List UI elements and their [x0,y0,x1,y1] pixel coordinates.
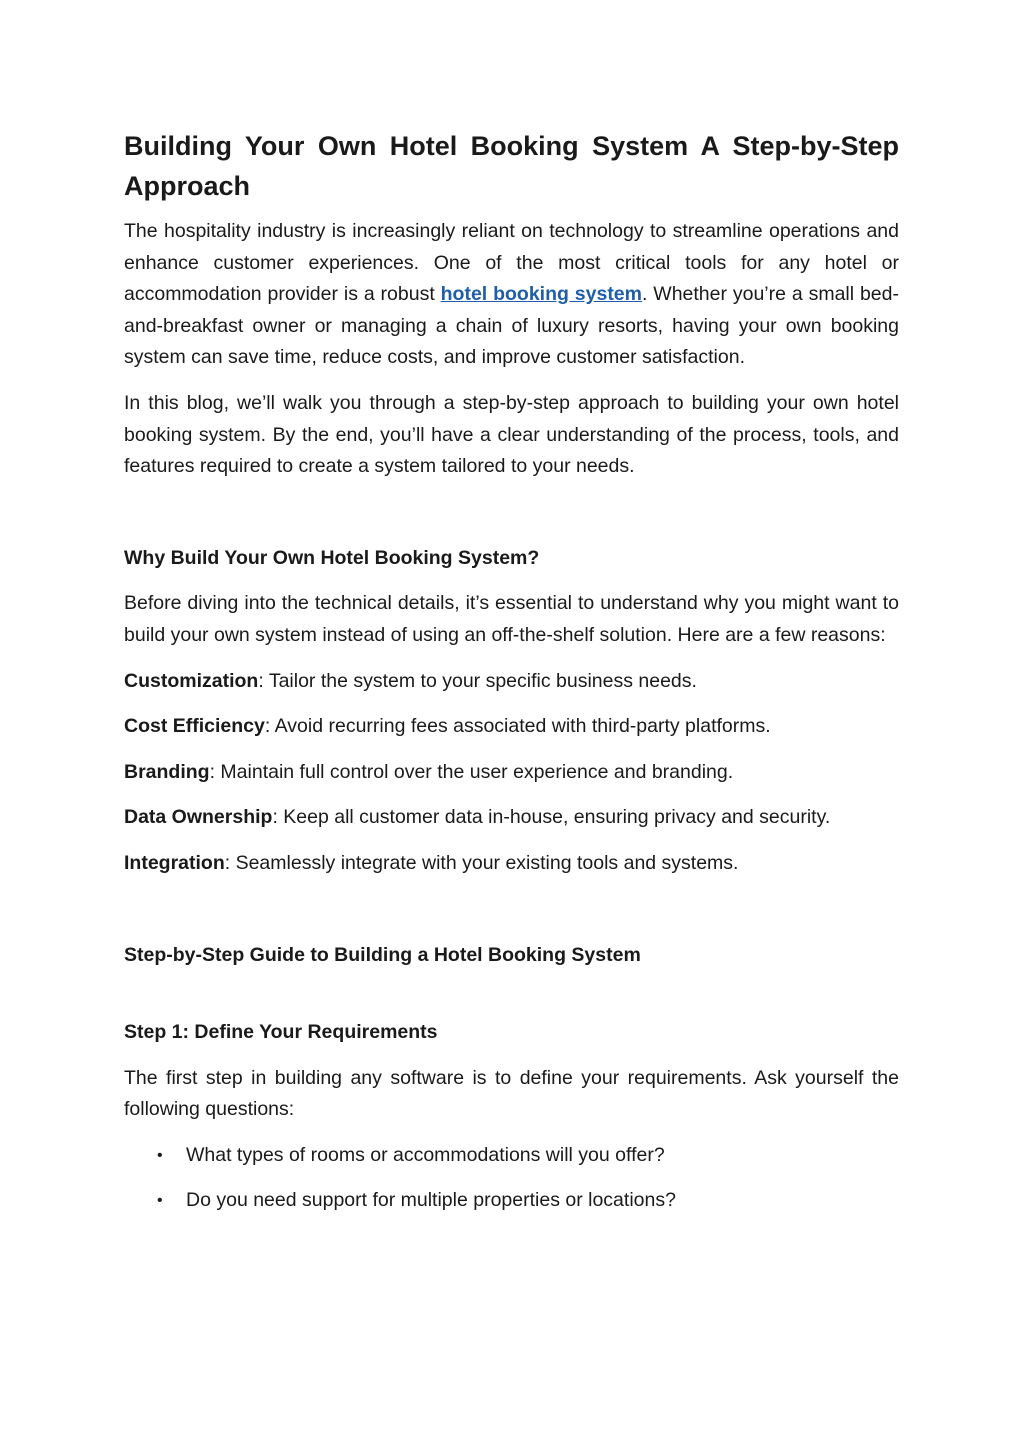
guide-heading: Step-by-Step Guide to Building a Hotel Booking System [124,943,641,966]
list-item-text: Do you need support for multiple properties or locations? [186,1189,676,1212]
reason-term: Integration [124,851,225,874]
bullet-icon: • [157,1146,163,1164]
step-1-intro: The first step in building any software is to define your requirements. Ask yourself the following questions: [124,1066,899,1121]
document-page [124,126,899,1231]
bullet-icon: • [157,1192,163,1210]
reason-description: : Seamlessly integrate with your existing tools and systems. [224,851,739,874]
reason-description: : Avoid recurring fees associated with third-party platforms. [264,715,771,738]
reason-data-ownership [124,802,899,834]
reason-term: Branding [124,760,210,783]
reason-cost-efficiency [124,711,899,743]
reason-description: : Tailor the system to your specific business needs. [258,669,697,692]
why-build-intro: Before diving into the technical details, it’s essential to understand why you might want to build your own system instead of using an off-the-shelf solution. Here are a few reasons: [124,592,899,646]
reason-description: : Maintain full control over the user experience and branding. [209,760,734,783]
reason-customization [124,666,899,698]
intro-paragraph [124,216,899,374]
intro-text-before-link: The hospitality industry is increasingly reliant on technology to streamline operations and enhance customer experiences. One of the most critical tools for any hotel or accommodation provider is a robust [124,220,899,306]
intro-text-after-link: . Whether you’re a small bed-and-breakfast owner or managing a chain of luxury resorts, having your own booking system can save time, reduce costs, and improve customer satisfaction. [124,283,899,369]
reason-integration [124,848,899,880]
requirements-question-list [124,1140,899,1217]
document-title: Building Your Own Hotel Booking System A Step-by-Step Approach [124,131,899,201]
reason-description: : Keep all customer data in-house, ensuring privacy and security. [272,806,831,829]
reason-term: Customization [124,669,259,692]
blog-overview-paragraph: In this blog, we’ll walk you through a step-by-step approach to building your own hotel booking system. By the end, you’ll have a clear understanding of the process, tools, and features required to create a system tailored to your needs. [124,391,899,478]
list-item [124,1140,899,1172]
list-item-text: What types of rooms or accommodations will you offer? [186,1143,665,1166]
reason-term: Data Ownership [124,806,273,829]
why-build-heading: Why Build Your Own Hotel Booking System? [124,546,540,569]
reason-term: Cost Efficiency [124,715,265,738]
step-1-heading: Step 1: Define Your Requirements [124,1021,438,1044]
list-item [124,1185,899,1217]
hotel-booking-system-link[interactable]: hotel booking system [440,283,642,306]
reason-branding [124,757,899,789]
